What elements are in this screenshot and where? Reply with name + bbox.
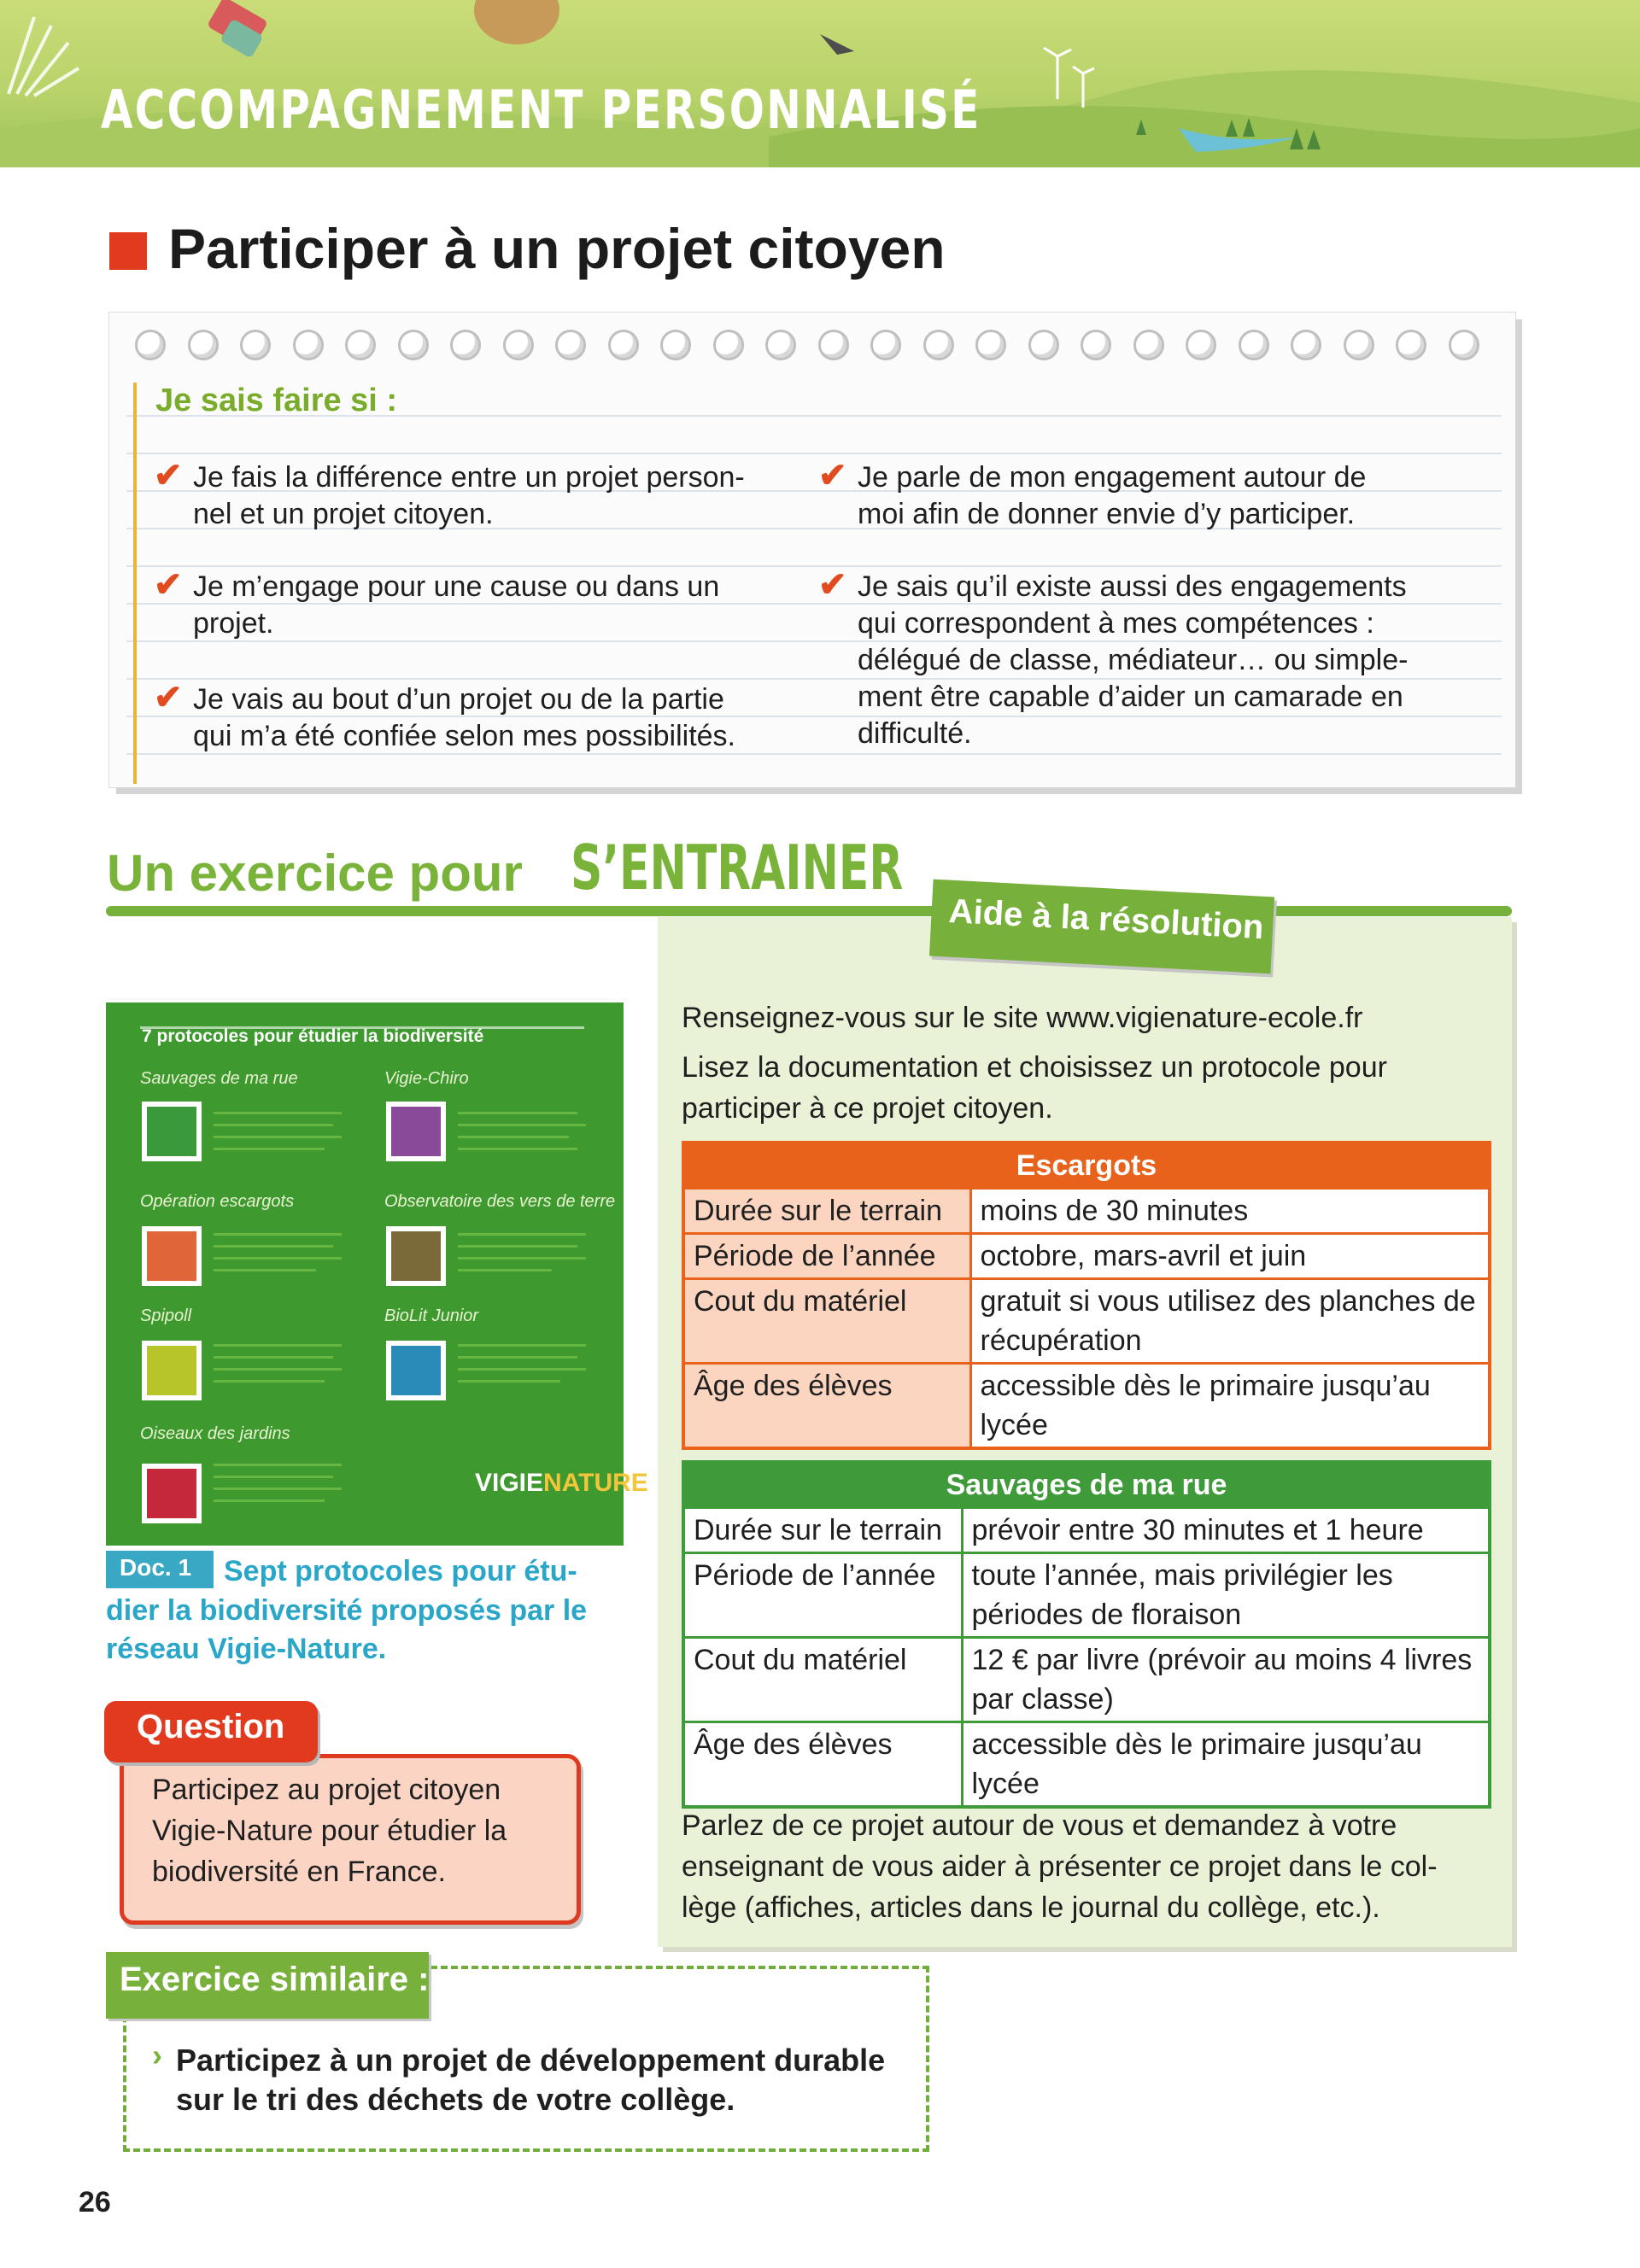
table-row: Durée sur le terrain moins de 30 minutes [683, 1189, 1490, 1234]
chevron-right-icon: › [152, 2037, 162, 2072]
check-icon: ✔ [154, 679, 183, 716]
notebook-margin-line [133, 383, 137, 784]
wind-turbine-icon [1044, 48, 1094, 108]
skill-item: Je vais au bout d’un projet ou de la partie qui m’a été confiée selon mes possibilités. [193, 683, 735, 752]
check-icon: ✔ [818, 566, 847, 604]
check-icon: ✔ [154, 457, 183, 494]
notebook-ring [1291, 330, 1321, 360]
notebook-ring [818, 330, 849, 360]
section-title: Participer à un projet citoyen [168, 217, 946, 280]
exercise-title-emphasis: S’ENTRAINER [571, 832, 904, 903]
algae-icon [386, 1341, 446, 1400]
checklist-heading: Je sais faire si : [155, 383, 398, 418]
notebook-ring [765, 330, 796, 360]
notebook-ring [975, 330, 1006, 360]
poster-item-title: Vigie-Chiro [384, 1069, 469, 1088]
table-title: Escargots [683, 1143, 1490, 1189]
notebook-ring [450, 330, 481, 360]
skill-item: Je fais la différence entre un projet person- nel et un projet citoyen. [193, 461, 745, 530]
notebook-ring [1449, 330, 1479, 360]
aide-intro-link: Renseignez-vous sur le site www.vigienature-ecole.fr [682, 1002, 1363, 1034]
notebook-ring [608, 330, 639, 360]
notebook-ring [1186, 330, 1216, 360]
notebook-ring [870, 330, 901, 360]
section-marker [109, 232, 147, 270]
skill-item: Je m’engage pour une cause ou dans un projet. [193, 570, 720, 640]
table-row: Période de l’année toute l’année, mais privilégier les périodes de floraison [683, 1553, 1490, 1638]
notebook-ring [188, 330, 219, 360]
table-row: Âge des élèves accessible dès le primaire jusqu’au lycée [683, 1364, 1490, 1449]
escargots-table [682, 1141, 1491, 1450]
doc-caption-cont: dier la biodiversité proposés par le réseau Vigie-Nature. [106, 1594, 588, 1665]
table-row: Âge des élèves accessible dès le primaire jusqu’au lycée [683, 1722, 1490, 1808]
notebook-ring [345, 330, 376, 360]
notebook-ring [135, 330, 166, 360]
question-text: Participez au projet citoyen Vigie-Nature pour étudier la biodiversité en France. [152, 1774, 507, 1888]
notebook-ring [503, 330, 534, 360]
header-banner [0, 0, 1640, 167]
bat-icon [386, 1102, 446, 1161]
skill-item: Je parle de mon engagement autour de moi afin de donner envie d’y participer. [858, 461, 1367, 530]
check-icon: ✔ [154, 566, 183, 604]
poster-item-title: Spipoll [140, 1306, 192, 1325]
doc-badge-label: Doc. 1 [120, 1554, 192, 1581]
poster-item-title: Observatoire des vers de terre [384, 1192, 616, 1211]
aide-intro-instructions: Lisez la documentation et choisissez un protocole pour participer à ce projet citoyen. [682, 1051, 1387, 1125]
poster-item-title: Oiseaux des jardins [140, 1424, 290, 1443]
checklist-notebook [109, 313, 1515, 787]
title-underline [106, 906, 1512, 916]
aide-outro: Parlez de ce projet autour de vous et demandez à votre enseignant de vous aider à présenter ce projet dans le col- lège (affiches, articles dans le journal du collège, etc.). [682, 1809, 1438, 1924]
check-icon: ✔ [818, 457, 847, 494]
doc-caption: Sept protocoles pour étu- [224, 1555, 577, 1587]
similar-exercise-label: Exercice similaire : [120, 1961, 430, 1998]
question-label: Question [137, 1708, 285, 1745]
notebook-ring [1396, 330, 1426, 360]
aide-label: Aide à la résolution [947, 892, 1265, 947]
notebook-ring [1344, 330, 1374, 360]
vigie-nature-logo: VIGIENATURE [475, 1469, 648, 1497]
notebook-ring [660, 330, 691, 360]
notebook-ring [1028, 330, 1059, 360]
poster-title: 7 protocoles pour étudier la biodiversité [142, 1026, 484, 1046]
plant-icon [142, 1102, 202, 1161]
worm-icon [386, 1226, 446, 1286]
banner-title: ACCOMPAGNEMENT PERSONNALISÉ [101, 79, 981, 141]
notebook-ring [293, 330, 324, 360]
poster-item-title: Sauvages de ma rue [140, 1069, 298, 1088]
vigie-nature-poster [106, 1002, 648, 1546]
poster-item-title: BioLit Junior [384, 1306, 479, 1325]
notebook-ring [1081, 330, 1111, 360]
sauvages-table [682, 1460, 1491, 1809]
notebook-ring [1239, 330, 1269, 360]
notebook-ring [240, 330, 271, 360]
notebook-ring [713, 330, 744, 360]
notebook-ring [555, 330, 586, 360]
table-row: Cout du matériel 12 € par livre (prévoir au moins 4 livres par classe) [683, 1638, 1490, 1722]
table-row: Durée sur le terrain prévoir entre 30 minutes et 1 heure [683, 1508, 1490, 1553]
snail-icon [142, 1226, 202, 1286]
notebook-ring [398, 330, 429, 360]
bee-icon [142, 1341, 202, 1400]
skill-item: Je sais qu’il existe aussi des engagements qui correspondent à mes compétences : délégué de classe, médiateur… ou simple- ment être capable d’aider un camarade en difficulté. [858, 570, 1409, 750]
page-number: 26 [79, 2186, 111, 2218]
notebook-ring [923, 330, 954, 360]
table-row: Cout du matériel gratuit si vous utilisez des planches de récupération [683, 1279, 1490, 1364]
similar-exercise-text: Participez à un projet de développement durable sur le tri des déchets de votre collège. [176, 2043, 886, 2117]
bird-icon [142, 1464, 202, 1523]
poster-item-title: Opération escargots [140, 1192, 295, 1211]
exercise-title: Un exercice pour [107, 845, 523, 902]
notebook-ring [1133, 330, 1164, 360]
table-row: Période de l’année octobre, mars-avril et juin [683, 1234, 1490, 1279]
table-title: Sauvages de ma rue [683, 1462, 1490, 1508]
